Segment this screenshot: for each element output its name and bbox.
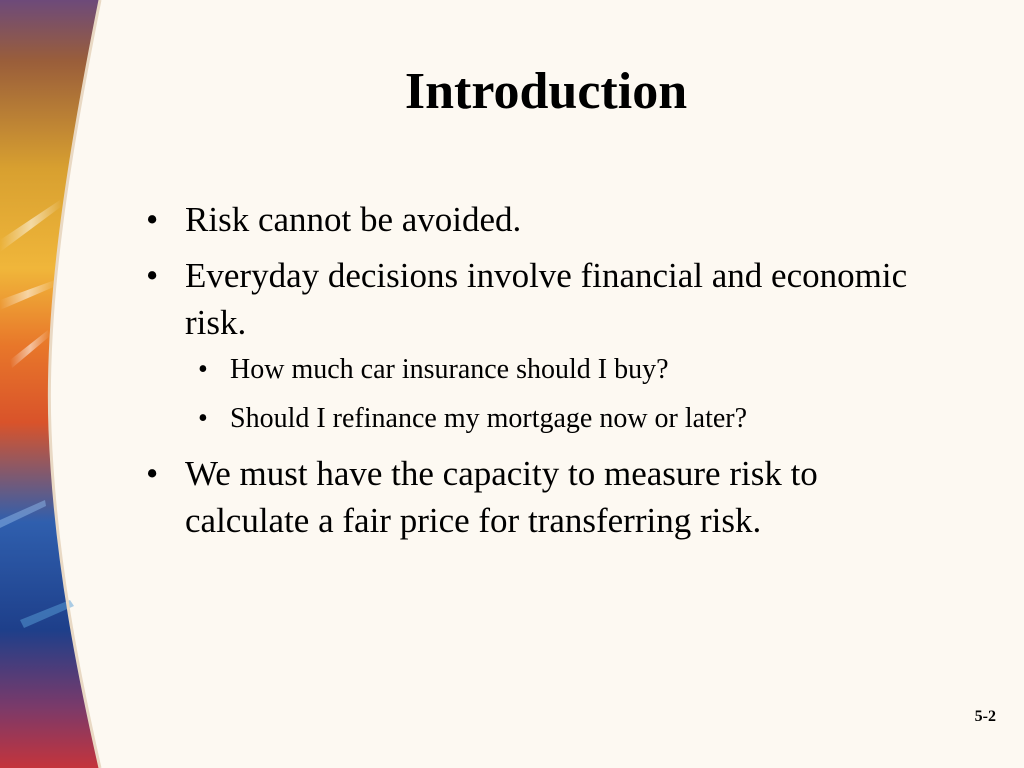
sub-bullet-marker: • — [198, 403, 208, 434]
sub-bullet-marker: • — [198, 354, 208, 385]
sub-bullet-text: How much car insurance should I buy? — [230, 354, 669, 385]
bullet-text: We must have the capacity to measure risk to calculate a fair price for transferring risk. — [185, 454, 818, 540]
bullet-marker: • — [146, 454, 159, 493]
bullet-item — [140, 252, 940, 436]
sub-bullet-item — [140, 352, 940, 387]
sub-bullet-list — [140, 352, 940, 436]
bullet-list — [140, 196, 940, 553]
sub-bullet-text: Should I refinance my mortgage now or later? — [230, 403, 748, 434]
slide-title: Introduction — [404, 63, 688, 120]
bullet-text: Risk cannot be avoided. — [185, 200, 522, 239]
bullet-text: Everyday decisions involve financial and economic risk. — [185, 256, 908, 342]
bullet-item — [140, 450, 940, 544]
page-number: 5-2 — [974, 708, 996, 725]
bullet-marker: • — [146, 200, 159, 239]
bullet-item — [140, 196, 940, 243]
sub-bullet-item — [140, 401, 940, 436]
bullet-marker: • — [146, 256, 159, 295]
